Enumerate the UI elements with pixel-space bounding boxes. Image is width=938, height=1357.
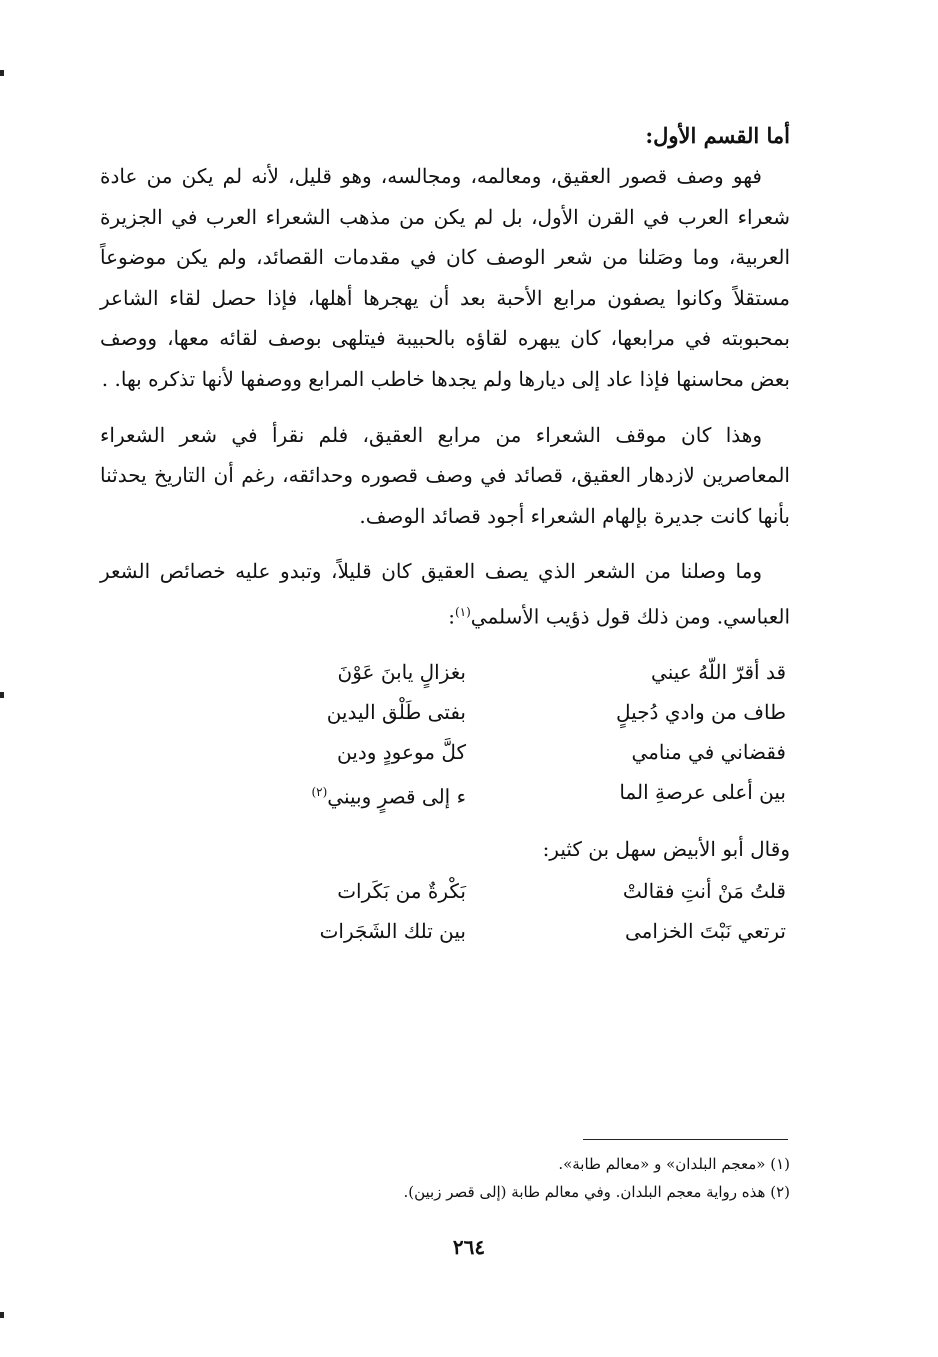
verse-line: [100, 871, 790, 911]
verse-line: [100, 652, 790, 692]
section-title: أما القسم الأول:: [645, 123, 790, 148]
footnote-1: (١) «معجم البلدان» و «معالم طابة».: [558, 1155, 790, 1173]
verse-line: [100, 692, 790, 732]
paragraph-1: [100, 156, 790, 400]
paragraph-text: فهو وصف قصور العقيق، ومعالمه، ومجالسه، وهو قليل، لأنه لم يكن من عادة شعراء العرب في القرن الأول، بل لم يكن من مذهب الشعراء العرب في الجزيرة العربية، وما وصَلنا من شعر الوصف كان في مقدمات القصائد، ولم يكن موضوعاً مستقلاً وكانوا يصفون مرابع الأحبة بعد أن يهجرها أهلها، فإذا حصل لقاء الشاعر بمحبوبته في مرابعها، كان يبهره لقاؤه بالحبيبة فيتلهى بوصف لقائه معها، ووصف بعض محاسنها فإذا عاد إلى ديارها ولم يجدها خاطب المرابع ووصفها لأنها تذكره بها. .: [100, 164, 790, 391]
footnotes: [100, 1150, 790, 1206]
verse-line: [100, 911, 790, 951]
paragraph-text: وهذا كان موقف الشعراء من مرابع العقيق، فلم نقرأ في شعر الشعراء المعاصرين لازدهار العقيق، قصائد في وصف قصوره وحدائقه، رغم أن التاريخ يحدثنا بأنها كانت جديرة بإلهام الشعراء أجود قصائد الوصف.: [100, 422, 790, 528]
footnote-separator: [583, 1139, 788, 1140]
verse-first-hemistich: بين أعلى عرصةِ الما: [619, 780, 786, 805]
verse-first-hemistich: فقضاني في منامي: [631, 740, 786, 765]
poem-2-intro: وقال أبو الأبيض سهل بن كثير:: [542, 836, 790, 861]
footnote-ref-1: (١): [454, 604, 471, 619]
paragraph-3: [100, 551, 790, 637]
verse-second-hemistich: [198, 772, 466, 817]
margin-mark-bottom: [0, 1312, 4, 1318]
verse-text: ء إلى قصرٍ وبيني: [327, 784, 466, 809]
footnote-2: (٢) هذه رواية معجم البلدان. وفي معالم طابة (إلى قصر زبين).: [403, 1183, 790, 1201]
verse-second-hemistich: بفتى طَلْق اليدين: [326, 700, 466, 725]
verse-second-hemistich: بغزالٍ يابنَ عَوْنَ: [337, 660, 466, 685]
verse-line: [100, 772, 790, 817]
page-body: [100, 118, 790, 963]
paragraph-text: [100, 551, 790, 637]
verse-second-hemistich: بين تلك الشَجَرات: [319, 918, 466, 943]
page-number: ٢٦٤: [452, 1235, 486, 1259]
footnote-ref-2: (٢): [311, 785, 328, 800]
verse-second-hemistich: بَكْرةٌ من بَكَرات: [337, 878, 466, 903]
poem-1: [100, 652, 790, 817]
verse-second-hemistich: كلَّ موعودٍ ودين: [337, 740, 466, 765]
verse-first-hemistich: طاف من وادي دُجيلٍ: [616, 700, 786, 725]
verse-first-hemistich: ترتعي نَبْتَ الخزامى: [625, 918, 786, 943]
paragraph-3-colon: :: [448, 604, 455, 629]
margin-mark-top: [0, 70, 4, 76]
poem-2: [100, 871, 790, 951]
paragraph-3-text: وما وصلنا من الشعر الذي يصف العقيق كان قليلاً، وتبدو عليه خصائص الشعر العباسي. ومن ذلك قول ذؤيب الأسلمي: [100, 559, 790, 629]
paragraph-2: [100, 415, 790, 537]
verse-first-hemistich: قلتُ مَنْ أنتِ فقالتْ: [622, 878, 786, 903]
verse-first-hemistich: قد أقرّ اللّهُ عيني: [651, 660, 786, 685]
verse-line: [100, 732, 790, 772]
margin-mark-middle: [0, 692, 4, 698]
